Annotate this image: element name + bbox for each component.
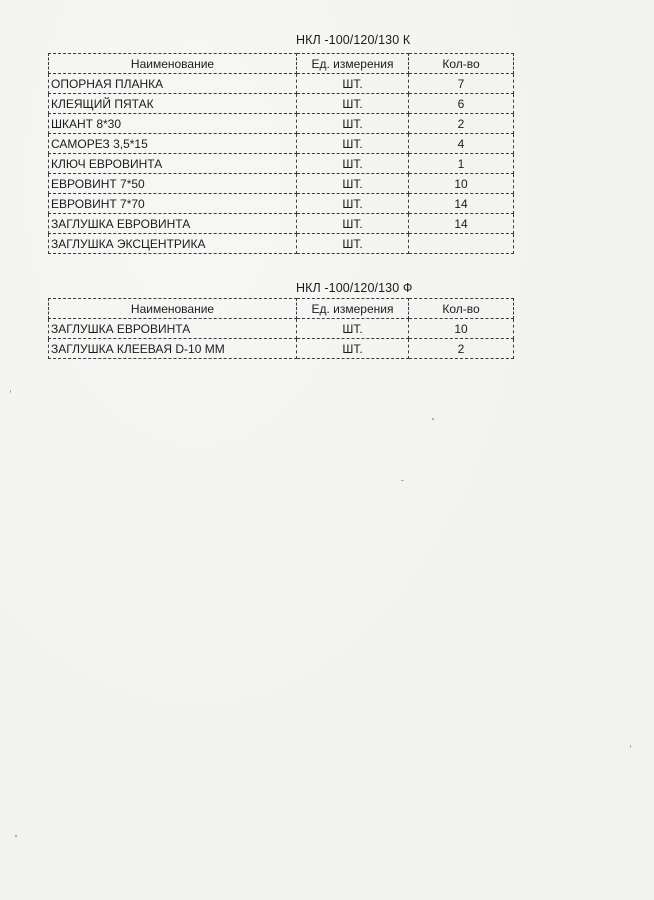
- cell-unit: ШТ.: [297, 134, 409, 154]
- cell-name: САМОРЕЗ 3,5*15: [49, 134, 297, 154]
- cell-unit: ШТ.: [297, 114, 409, 134]
- table-row: [49, 194, 514, 214]
- parts-table-k: [48, 53, 514, 254]
- header-qty: Кол-во: [409, 54, 514, 74]
- table-row: [49, 154, 514, 174]
- cell-name: ОПОРНАЯ ПЛАНКА: [49, 74, 297, 94]
- table-row: [49, 319, 514, 339]
- cell-name: КЛЮЧ ЕВРОВИНТА: [49, 154, 297, 174]
- cell-unit: ШТ.: [297, 319, 409, 339]
- scan-speck: [401, 480, 404, 481]
- table-row: [49, 94, 514, 114]
- cell-name: ЗАГЛУШКА ЕВРОВИНТА: [49, 319, 297, 339]
- table-row: [49, 114, 514, 134]
- cell-qty: 14: [409, 214, 514, 234]
- cell-name: ЕВРОВИНТ 7*50: [49, 174, 297, 194]
- cell-qty: 6: [409, 94, 514, 114]
- table-header-row: [49, 299, 514, 319]
- header-name: Наименование: [49, 54, 297, 74]
- cell-name: ЗАГЛУШКА ЕВРОВИНТА: [49, 214, 297, 234]
- cell-qty: 1: [409, 154, 514, 174]
- table-row: [49, 339, 514, 359]
- table-title-f: НКЛ -100/120/130 Ф: [296, 281, 413, 295]
- scan-speck: [432, 418, 434, 420]
- table-row: [49, 134, 514, 154]
- header-unit: Ед. измерения: [297, 299, 409, 319]
- cell-qty: 4: [409, 134, 514, 154]
- cell-unit: ШТ.: [297, 234, 409, 254]
- table-title-k: НКЛ -100/120/130 К: [296, 33, 411, 47]
- table-row: [49, 174, 514, 194]
- cell-unit: ШТ.: [297, 174, 409, 194]
- cell-unit: ШТ.: [297, 194, 409, 214]
- header-name: Наименование: [49, 299, 297, 319]
- table-row: [49, 214, 514, 234]
- cell-unit: ШТ.: [297, 154, 409, 174]
- header-unit: Ед. измерения: [297, 54, 409, 74]
- cell-qty: 10: [409, 319, 514, 339]
- cell-name: КЛЕЯЩИЙ ПЯТАК: [49, 94, 297, 114]
- cell-qty: 2: [409, 339, 514, 359]
- parts-table-f: [48, 298, 514, 359]
- cell-name: ЗАГЛУШКА ЭКСЦЕНТРИКА: [49, 234, 297, 254]
- table-header-row: [49, 54, 514, 74]
- cell-qty: [409, 234, 514, 254]
- table-row: [49, 234, 514, 254]
- table-row: [49, 74, 514, 94]
- scan-speck: [15, 835, 17, 837]
- cell-qty: 2: [409, 114, 514, 134]
- header-qty: Кол-во: [409, 299, 514, 319]
- scan-speck: [630, 745, 631, 748]
- cell-qty: 10: [409, 174, 514, 194]
- cell-name: ШКАНТ 8*30: [49, 114, 297, 134]
- scan-speck: [10, 390, 11, 393]
- cell-unit: ШТ.: [297, 74, 409, 94]
- cell-name: ЕВРОВИНТ 7*70: [49, 194, 297, 214]
- cell-name: ЗАГЛУШКА КЛЕЕВАЯ D-10 ММ: [49, 339, 297, 359]
- cell-qty: 14: [409, 194, 514, 214]
- cell-qty: 7: [409, 74, 514, 94]
- cell-unit: ШТ.: [297, 339, 409, 359]
- cell-unit: ШТ.: [297, 214, 409, 234]
- cell-unit: ШТ.: [297, 94, 409, 114]
